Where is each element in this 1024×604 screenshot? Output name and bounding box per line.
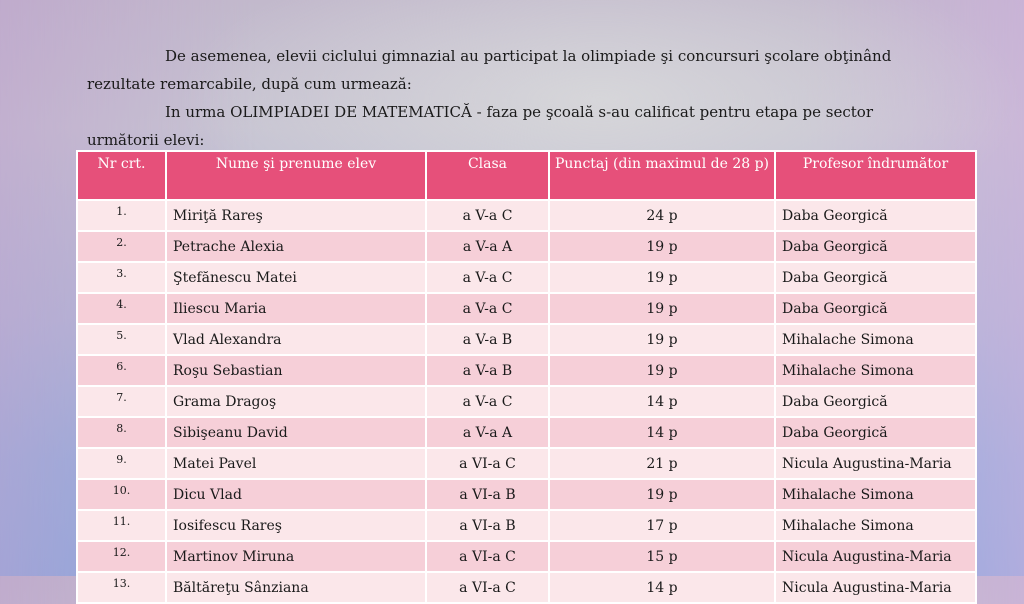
olympiad-text: In urma OLIMPIADEI DE MATEMATICĂ - faza pe şcoală s-au calificat pentru etapa pe sector următorii elevi: bbox=[87, 103, 874, 149]
cell-class: a V-a C bbox=[426, 386, 549, 417]
cell-teacher: Daba Georgică bbox=[775, 293, 976, 324]
cell-score: 19 p bbox=[549, 324, 775, 355]
table-row bbox=[77, 479, 976, 510]
cell-name: Vlad Alexandra bbox=[166, 324, 426, 355]
cell-name: Grama Dragoş bbox=[166, 386, 426, 417]
cell-name: Matei Pavel bbox=[166, 448, 426, 479]
cell-nr: 10. bbox=[77, 479, 166, 510]
cell-class: a V-a A bbox=[426, 417, 549, 448]
header-score: Punctaj (din maximul de 28 p) bbox=[549, 151, 775, 200]
cell-nr: 11. bbox=[77, 510, 166, 541]
cell-class: a VI-a C bbox=[426, 448, 549, 479]
header-teacher: Profesor îndrumător bbox=[775, 151, 976, 200]
cell-teacher: Daba Georgică bbox=[775, 386, 976, 417]
cell-score: 19 p bbox=[549, 479, 775, 510]
cell-teacher: Daba Georgică bbox=[775, 262, 976, 293]
table-row bbox=[77, 572, 976, 603]
cell-class: a V-a C bbox=[426, 200, 549, 231]
intro-text: De asemenea, elevii ciclului gimnazial au participat la olimpiade şi concursuri şcolare obţinând rezultate remarcabile, după cum urmează: bbox=[87, 47, 892, 93]
cell-score: 24 p bbox=[549, 200, 775, 231]
cell-nr: 13. bbox=[77, 572, 166, 603]
cell-name: Iliescu Maria bbox=[166, 293, 426, 324]
table-row bbox=[77, 355, 976, 386]
cell-name: Dicu Vlad bbox=[166, 479, 426, 510]
table-row bbox=[77, 386, 976, 417]
cell-class: a V-a B bbox=[426, 324, 549, 355]
cell-score: 14 p bbox=[549, 386, 775, 417]
cell-name: Petrache Alexia bbox=[166, 231, 426, 262]
cell-class: a V-a A bbox=[426, 231, 549, 262]
cell-teacher: Mihalache Simona bbox=[775, 355, 976, 386]
cell-class: a V-a B bbox=[426, 355, 549, 386]
cell-class: a V-a C bbox=[426, 293, 549, 324]
cell-teacher: Daba Georgică bbox=[775, 231, 976, 262]
header-name: Nume şi prenume elev bbox=[166, 151, 426, 200]
cell-name: Roşu Sebastian bbox=[166, 355, 426, 386]
header-class: Clasa bbox=[426, 151, 549, 200]
cell-name: Sibişeanu David bbox=[166, 417, 426, 448]
cell-score: 14 p bbox=[549, 417, 775, 448]
cell-nr: 4. bbox=[77, 293, 166, 324]
cell-score: 19 p bbox=[549, 293, 775, 324]
cell-class: a VI-a C bbox=[426, 572, 549, 603]
table-row bbox=[77, 293, 976, 324]
cell-score: 21 p bbox=[549, 448, 775, 479]
cell-nr: 6. bbox=[77, 355, 166, 386]
qualified-students-table bbox=[76, 150, 977, 604]
cell-score: 19 p bbox=[549, 231, 775, 262]
table-row bbox=[77, 324, 976, 355]
cell-score: 15 p bbox=[549, 541, 775, 572]
cell-nr: 1. bbox=[77, 200, 166, 231]
cell-teacher: Daba Georgică bbox=[775, 417, 976, 448]
cell-nr: 3. bbox=[77, 262, 166, 293]
cell-name: Ştefănescu Matei bbox=[166, 262, 426, 293]
cell-class: a VI-a B bbox=[426, 479, 549, 510]
table-row bbox=[77, 448, 976, 479]
table-row bbox=[77, 200, 976, 231]
header-nr: Nr crt. bbox=[77, 151, 166, 200]
cell-teacher: Mihalache Simona bbox=[775, 324, 976, 355]
cell-teacher: Daba Georgică bbox=[775, 200, 976, 231]
cell-name: Iosifescu Rareş bbox=[166, 510, 426, 541]
table-row bbox=[77, 541, 976, 572]
cell-teacher: Nicula Augustina-Maria bbox=[775, 572, 976, 603]
cell-class: a VI-a B bbox=[426, 510, 549, 541]
cell-teacher: Nicula Augustina-Maria bbox=[775, 448, 976, 479]
cell-score: 17 p bbox=[549, 510, 775, 541]
cell-nr: 2. bbox=[77, 231, 166, 262]
cell-name: Miriţă Rareş bbox=[166, 200, 426, 231]
cell-teacher: Mihalache Simona bbox=[775, 510, 976, 541]
cell-score: 19 p bbox=[549, 355, 775, 386]
table-header-row bbox=[77, 151, 976, 200]
cell-class: a V-a C bbox=[426, 262, 549, 293]
cell-name: Băltăreţu Sânziana bbox=[166, 572, 426, 603]
cell-nr: 5. bbox=[77, 324, 166, 355]
cell-teacher: Mihalache Simona bbox=[775, 479, 976, 510]
cell-nr: 9. bbox=[77, 448, 166, 479]
table-row bbox=[77, 510, 976, 541]
olympiad-paragraph bbox=[87, 98, 947, 154]
cell-name: Martinov Miruna bbox=[166, 541, 426, 572]
table-row bbox=[77, 417, 976, 448]
cell-score: 14 p bbox=[549, 572, 775, 603]
table-row bbox=[77, 231, 976, 262]
cell-nr: 7. bbox=[77, 386, 166, 417]
cell-nr: 12. bbox=[77, 541, 166, 572]
cell-class: a VI-a C bbox=[426, 541, 549, 572]
table-row bbox=[77, 262, 976, 293]
cell-nr: 8. bbox=[77, 417, 166, 448]
cell-score: 19 p bbox=[549, 262, 775, 293]
intro-paragraph bbox=[87, 42, 947, 98]
cell-teacher: Nicula Augustina-Maria bbox=[775, 541, 976, 572]
